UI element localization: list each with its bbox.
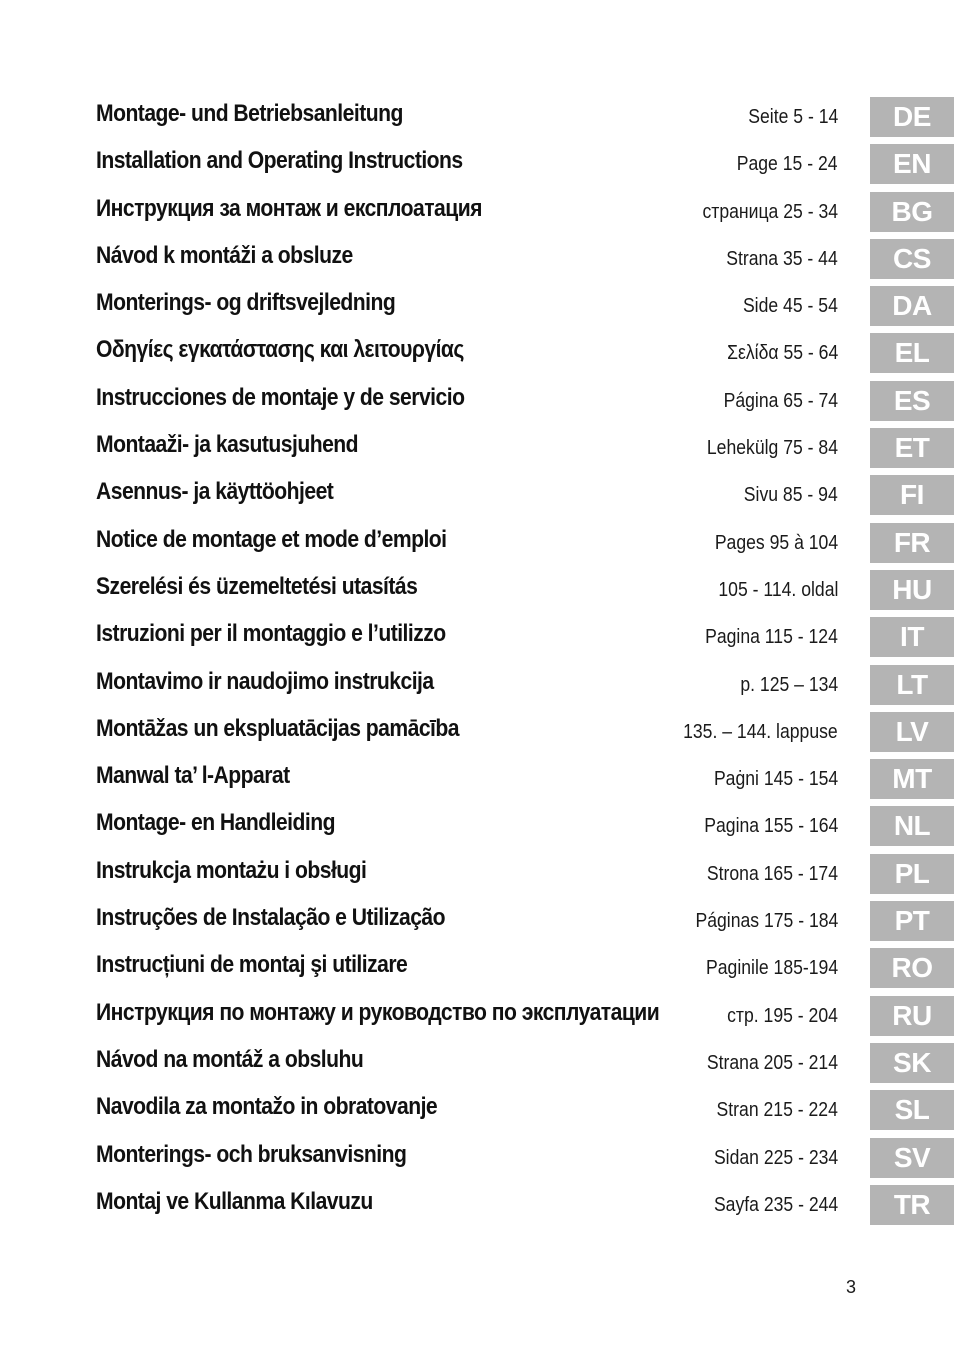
language-index: [96, 94, 954, 1229]
manual-title: Montāžas un ekspluatācijas pamācība: [96, 714, 459, 742]
manual-title: Notice de montage et mode d’emploi: [96, 525, 447, 553]
language-tab: NL: [870, 806, 954, 846]
language-tab: LT: [870, 665, 954, 705]
manual-title: Montage- en Handleiding: [96, 809, 335, 837]
language-entry-it: [96, 614, 954, 661]
page-range: Pages 95 à 104: [714, 531, 838, 554]
manual-title: Monterings- och bruksanvisning: [96, 1140, 407, 1168]
language-tab: HU: [870, 570, 954, 610]
page-range: Pagina 115 - 124: [705, 626, 838, 649]
language-tab: ES: [870, 381, 954, 421]
manual-title: Monterings- og driftsvejledning: [96, 289, 396, 317]
page-range: Sidan 225 - 234: [713, 1146, 838, 1169]
page-range: Sayfa 235 - 244: [713, 1193, 838, 1216]
language-entry-de: [96, 94, 954, 141]
manual-title: Szerelési és üzemeltetési utasítás: [96, 572, 418, 600]
language-entry-el: [96, 330, 954, 377]
manual-title: Instrucțiuni de montaj şi utilizare: [96, 951, 408, 979]
page-number: 3: [846, 1277, 857, 1297]
page-range: Strona 165 - 174: [706, 862, 838, 885]
language-tab: SL: [870, 1090, 954, 1130]
manual-title: Navodila za montažo in obratovanje: [96, 1093, 438, 1121]
page-range: Side 45 - 54: [743, 295, 838, 318]
language-entry-hu: [96, 567, 954, 614]
language-tab: DE: [870, 97, 954, 137]
page-range: Page 15 - 24: [737, 153, 838, 176]
language-tab: RO: [870, 948, 954, 988]
manual-title: Návod na montáž a obsluhu: [96, 1045, 364, 1073]
page-range: Sivu 85 - 94: [744, 484, 838, 507]
language-entry-lv: [96, 709, 954, 756]
manual-title: Návod k montáži a obsluze: [96, 241, 353, 269]
manual-title: Istruzioni per il montaggio e l’utilizzo: [96, 620, 446, 648]
language-entry-fr: [96, 520, 954, 567]
manual-title: Instrukcja montażu i obsługi: [96, 856, 367, 884]
manual-title: Montaj ve Kullanma Kılavuzu: [96, 1187, 373, 1215]
language-tab: FR: [870, 523, 954, 563]
page-range: Strana 205 - 214: [706, 1051, 838, 1074]
language-entry-da: [96, 283, 954, 330]
page-range: Pagina 155 - 164: [703, 815, 838, 838]
language-tab: DA: [870, 286, 954, 326]
language-tab: CS: [870, 239, 954, 279]
page-range: Seite 5 - 14: [747, 106, 838, 128]
language-entry-sk: [96, 1040, 954, 1087]
language-tab: EL: [870, 333, 954, 373]
language-tab: PL: [870, 854, 954, 894]
language-entry-nl: [96, 803, 954, 850]
language-entry-fi: [96, 472, 954, 519]
page-range: Paginile 185-194: [705, 957, 838, 980]
language-entry-et: [96, 425, 954, 472]
language-tab: SV: [870, 1138, 954, 1178]
language-entry-pt: [96, 898, 954, 945]
language-tab: MT: [870, 759, 954, 799]
language-entry-ro: [96, 945, 954, 992]
language-tab: SK: [870, 1043, 954, 1083]
page-range: Σελίδα 55 - 64: [726, 342, 838, 365]
language-entry-en: [96, 141, 954, 188]
manual-title: Инструкция по монтажу и руководство по эксплуатации: [96, 998, 660, 1026]
language-tab: FI: [870, 475, 954, 515]
language-entry-pl: [96, 851, 954, 898]
manual-title: Instruções de Instalação e Utilização: [96, 904, 446, 932]
page-range: 135. – 144. lappuse: [683, 720, 838, 743]
language-tab: IT: [870, 617, 954, 657]
page-range: Páginas 175 - 184: [695, 910, 838, 933]
manual-title: Asennus- ja käyttöohjeet: [96, 478, 334, 506]
manual-title: Manwal ta’ l-Apparat: [96, 762, 290, 790]
language-tab: ET: [870, 428, 954, 468]
page-range: Paġni 145 - 154: [713, 768, 838, 791]
page-range: Strana 35 - 44: [726, 247, 838, 270]
language-entry-tr: [96, 1182, 954, 1229]
language-tab: RU: [870, 996, 954, 1036]
page-range: страница 25 - 34: [702, 200, 838, 223]
manual-title: Montavimo ir naudojimo instrukcija: [96, 667, 434, 695]
language-tab: PT: [870, 901, 954, 941]
language-entry-sv: [96, 1135, 954, 1182]
page-range: 105 - 114. oldal: [717, 578, 838, 601]
page-range: Lehekülg 75 - 84: [706, 437, 838, 460]
language-entry-mt: [96, 756, 954, 803]
manual-title: Montaaži- ja kasutusjuhend: [96, 431, 359, 459]
page-range: стр. 195 - 204: [727, 1004, 838, 1027]
manual-title: Instrucciones de montaje y de servicio: [96, 383, 465, 411]
language-entry-lt: [96, 662, 954, 709]
manual-title: Installation and Operating Instructions: [96, 147, 463, 175]
page-range: Stran 215 - 224: [716, 1099, 838, 1122]
language-tab: BG: [870, 192, 954, 232]
language-tab: EN: [870, 144, 954, 184]
manual-title: Montage- und Betriebsanleitung: [96, 100, 403, 127]
language-entry-es: [96, 378, 954, 425]
language-entry-ru: [96, 993, 954, 1040]
language-entry-cs: [96, 236, 954, 283]
language-entry-sl: [96, 1087, 954, 1134]
page-range: p. 125 – 134: [740, 673, 838, 696]
page-range: Página 65 - 74: [723, 389, 838, 412]
language-tab: TR: [870, 1185, 954, 1225]
language-tab: LV: [870, 712, 954, 752]
manual-title: Инструкция за монтаж и експлоатация: [96, 194, 482, 222]
manual-title: Οδηγίες εγκατάστασης και λειτουργίας: [96, 336, 464, 364]
language-entry-bg: [96, 189, 954, 236]
